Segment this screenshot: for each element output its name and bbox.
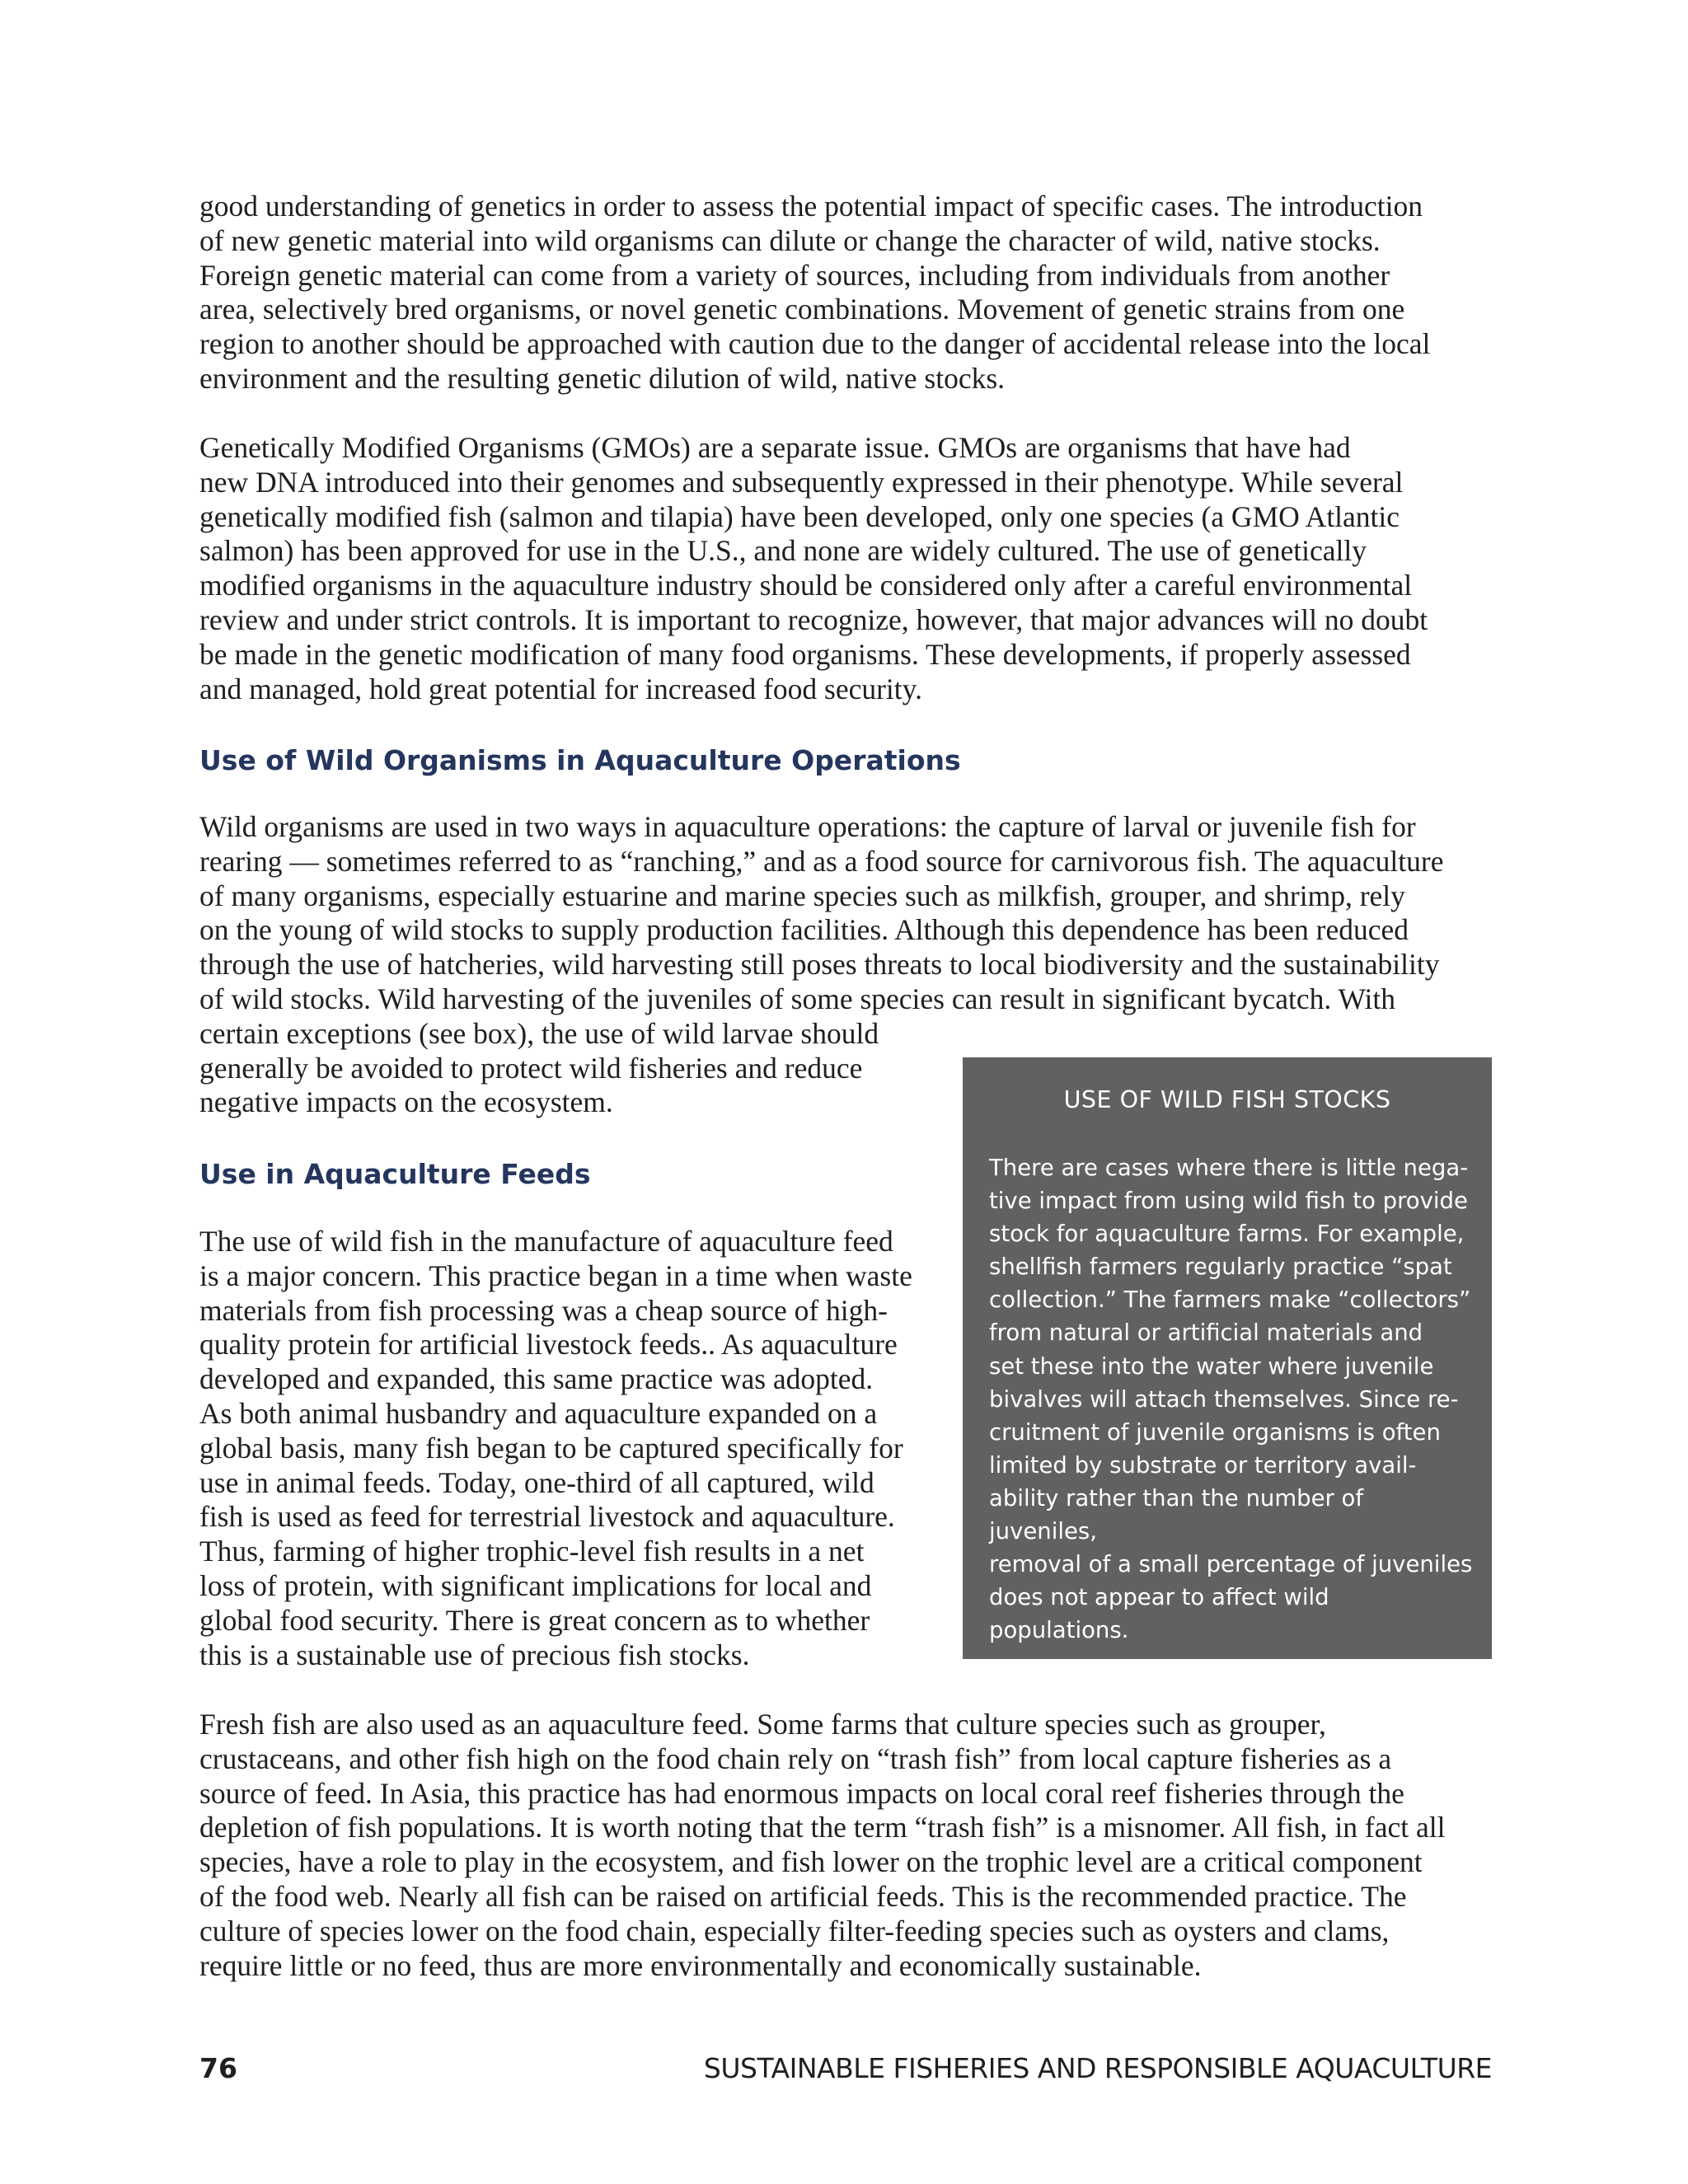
paragraph-wild-organisms: Wild organisms are used in two ways in aquaculture operations: the capture of larval or juvenile fish for rearing — sometimes referred to as “ranching,” and as a food source for carnivorous fish. The aquaculture of many organisms, especially estuarine and marine species such as milkfish, grouper, and shrimp, rely on the young of wild stocks to supply production facilities. Although this dependence has been reduced through the use of hatcheries, wild harvesting still poses threats to local biodiversity and the sustainability of wild stocks. Wild harvesting of the juveniles of some species can result in significant bycatch. With certain exceptions (see box), the use of wild larvae should generally be avoided to protect wild fisheries and reduce negative impacts on the ecosystem. [199, 810, 1444, 1119]
paragraph-gmo: Genetically Modified Organisms (GMOs) are a separate issue. GMOs are organisms that have had new DNA introduced into their genomes and subsequently expressed in their phenotype. While several genetically modified fish (salmon and tilapia) have been developed, only one species (a GMO Atlantic salmon) has been approved for use in the U.S., and none are widely cultured. The use of genetically modified organisms in the aquaculture industry should be considered only after a careful environmental review and under strict controls. It is important to recognize, however, that major advances will no doubt be made in the genetic modification of many food organisms. These developments, if properly assessed and managed, hold great potential for increased food security. [199, 431, 1428, 705]
paragraph-aquaculture-feeds: The use of wild fish in the manufacture of aquaculture feed is a major concern. This practice began in a time when waste materials from fish processing was a cheap source of high- quality protein for artificial livestock feeds.. As aquaculture developed and expanded, this same practice was adopted. As both animal husbandry and aquaculture expanded on a global basis, many fish began to be captured specifically for use in animal feeds. Today, one-third of all captured, wild fish is used as feed for terrestrial livestock and aquaculture. Thus, farming of higher trophic-level fish results in a net loss of protein, with significant implications for local and global food security. There is great concern as to whether this is a sustainable use of precious fish stocks. [199, 1225, 912, 1671]
sidebar-title: USE OF WILD FISH STOCKS [1063, 1086, 1391, 1113]
paragraph-fresh-fish-feed: Fresh fish are also used as an aquaculture feed. Some farms that culture species such as grouper, crustaceans, and other fish high on the food chain rely on “trash fish” from local capture fisheries as a source of feed. In Asia, this practice has had enormous impacts on local coral reef fisheries through the depletion of fish populations. It is worth noting that the term “trash fish” is a misnomer. All fish, in fact all species, have a role to play in the ecosystem, and fish lower on the trophic level are a critical component of the food web. Nearly all fish can be raised on artificial feeds. This is the recommended practice. The culture of species lower on the food chain, especially filter-feeding species such as oysters and clams, require little or no feed, thus are more environmentally and economically sustainable. [199, 1708, 1446, 1982]
paragraph-genetics: good understanding of genetics in order to assess the potential impact of specific cases. The introduction of new genetic material into wild organisms can dilute or change the character of wild, native stocks. Foreign genetic material can come from a variety of sources, including from individuals from another area, selectively bred organisms, or novel genetic combinations. Movement of genetic strains from one region to another should be approached with caution due to the danger of accidental release into the local environment and the resulting genetic dilution of wild, native stocks. [199, 190, 1431, 395]
sidebar-body: There are cases where there is little nega- tive impact from using wild fish to provide stock for aquaculture farms. For example, shellfish farmers regularly practice “spat collection.” The farmers make “collectors” from natural or artificial materials and set these into the water where juvenile bivalves will attach themselves. Since re- cruitment of juvenile organisms is often limited by substrate or territory avail- ability rather than the number of juveniles, removal of a small percentage of juveniles does not appear to affect wild populations. [989, 1155, 1473, 1644]
running-title: SUSTAINABLE FISHERIES AND RESPONSIBLE AQUACULTURE [703, 2052, 1492, 2084]
heading-use-in-aquaculture-feeds: Use in Aquaculture Feeds [199, 1158, 591, 1190]
heading-use-of-wild-organisms: Use of Wild Organisms in Aquaculture Operations [199, 744, 961, 776]
page-number: 76 [199, 2052, 237, 2084]
sidebar-box-wild-fish-stocks [963, 1057, 1492, 1659]
